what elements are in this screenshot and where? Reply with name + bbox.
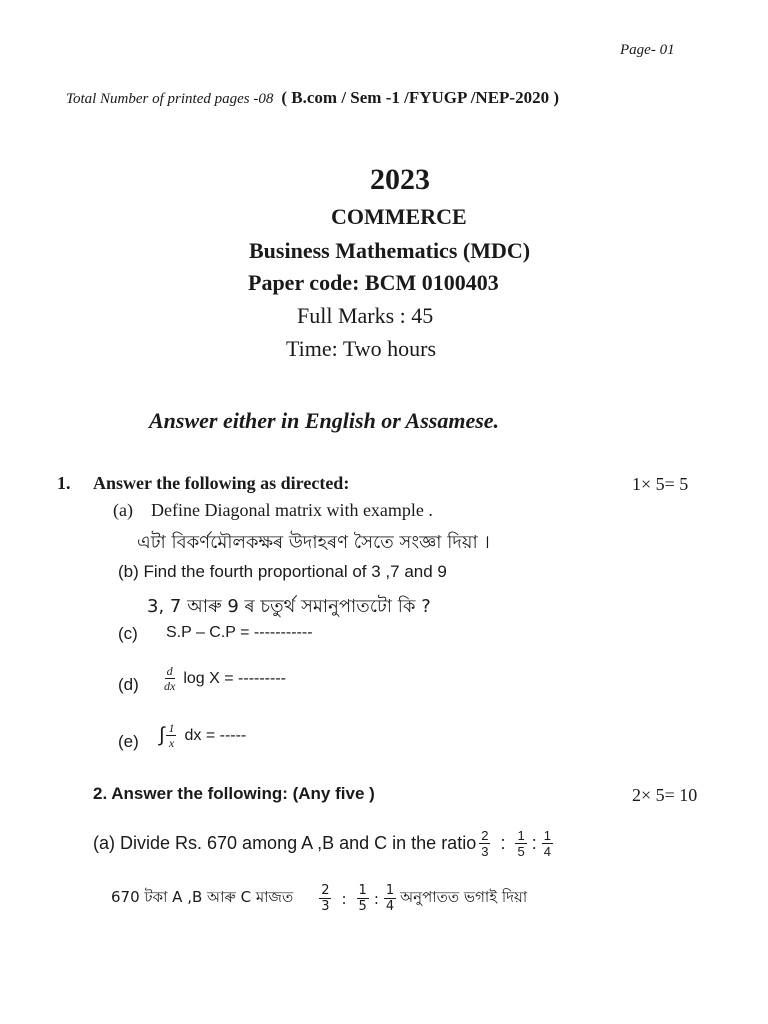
header-line	[66, 88, 559, 108]
integrand-fraction	[166, 722, 176, 749]
q1a-english: Define Diagonal matrix with example .	[151, 500, 433, 520]
ratio-denominator-2: 5	[358, 899, 367, 914]
language-instruction: Answer either in English or Assamese.	[149, 408, 500, 433]
full-marks: Full Marks : 45	[297, 303, 434, 328]
q1e-expression	[159, 722, 246, 749]
q1-number: 1.	[57, 473, 71, 493]
exam-year: 2023	[370, 163, 430, 196]
ratio-numerator-3: 1	[543, 828, 551, 843]
course-info: ( B.com / Sem -1 /FYUGP /NEP-2020 )	[281, 88, 560, 107]
integrand-numerator: 1	[168, 721, 175, 735]
paper-code: Paper code: BCM 0100403	[248, 270, 499, 295]
ratio-separator: :	[531, 833, 537, 853]
ratio-separator: :	[373, 889, 379, 908]
ratio-fraction-2	[515, 829, 526, 858]
q1a-label: (a)	[113, 500, 133, 520]
q2a-assamese-prefix: 670 টকা A ,B আৰু C মাজত	[111, 888, 294, 906]
derivative-denominator: dx	[164, 679, 176, 693]
q2a-assamese-line	[111, 884, 527, 913]
ratio-numerator-2: 1	[358, 883, 367, 898]
q1c-text: S.P – C.P = -----------	[166, 624, 313, 641]
ratio-fraction-1	[479, 829, 490, 858]
integrand-denominator: x	[168, 736, 175, 750]
ratio-denominator-1: 3	[481, 844, 489, 859]
time-allowed: Time: Two hours	[286, 336, 437, 361]
ratio-numerator-3: 1	[385, 883, 395, 898]
subject-title: COMMERCE	[331, 204, 467, 229]
q1a-assamese: এটা বিকর্ণমৌলকক্ষৰ উদাহৰণ সৈতে সংজ্ঞা দিয়া ।	[137, 532, 490, 553]
ratio-separator: :	[500, 833, 506, 853]
page-number: Page- 01	[620, 42, 675, 58]
ratio-numerator-1: 2	[481, 828, 489, 843]
ratio-numerator-1: 2	[321, 883, 330, 898]
q1e-label: (e)	[118, 732, 139, 751]
derivative-numerator: d	[166, 664, 173, 678]
ratio-fraction-2	[357, 884, 369, 913]
q1d-expression	[160, 665, 286, 692]
printed-pages-note: Total Number of printed pages -08	[66, 91, 274, 107]
ratio-denominator-1: 3	[321, 899, 330, 914]
q1-heading: Answer the following as directed:	[93, 473, 350, 493]
q1b-assamese: 3, 7 আৰু 9 ৰ চতুৰ্থ সমানুপাতটো কি ?	[147, 596, 431, 617]
q2-heading: 2. Answer the following: (Any five )	[93, 784, 375, 803]
q1b-english: (b) Find the fourth proportional of 3 ,7 and 9	[118, 562, 447, 581]
ratio-denominator-3: 4	[385, 899, 395, 914]
derivative-fraction	[162, 665, 177, 692]
ratio-fraction-1	[319, 884, 331, 913]
q1d-text: log X = ---------	[183, 669, 286, 687]
q2a-english: (a) Divide Rs. 670 among A ,B and C in the ratio	[93, 833, 477, 853]
q2-marks: 2× 5= 10	[632, 785, 698, 805]
ratio-denominator-2: 5	[517, 844, 525, 859]
ratio-numerator-2: 1	[517, 828, 525, 843]
ratio-fraction-3	[384, 884, 396, 913]
integral-sign: ∫	[159, 724, 165, 746]
paper-title: Business Mathematics (MDC)	[249, 238, 531, 263]
q1e-text: dx = -----	[184, 726, 247, 744]
ratio-separator: :	[341, 889, 347, 908]
q1d-label: (d)	[118, 675, 139, 694]
q1-marks: 1× 5= 5	[632, 474, 689, 494]
ratio-fraction-3	[542, 829, 553, 858]
q1c-label: (c)	[118, 624, 138, 643]
ratio-denominator-3: 4	[543, 844, 551, 859]
q2a-english-line	[93, 829, 555, 858]
q2a-assamese-suffix: অনুপাতত ভগাই দিয়া	[400, 888, 528, 906]
